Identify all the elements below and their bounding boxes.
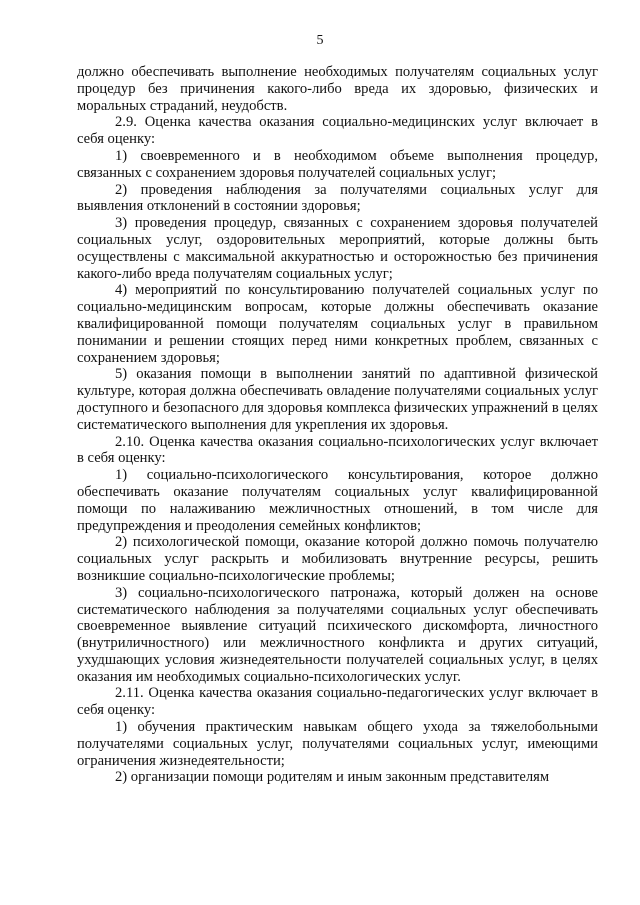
document-body bbox=[77, 64, 598, 786]
section-2-9-item-3: 3) проведения процедур, связанных с сохранением здоровья получателей социальных услуг, оздоровительных мероприятий, которые должны быть осуществлены с максимальной аккуратностью и осторожностью без причинения какого-либо вреда получателям социальных услуг; bbox=[77, 215, 598, 282]
section-2-10-item-1: 1) социально-психологического консультирования, которое должно обеспечивать оказание получателям социальных услуг квалифицированной помощи по налаживанию межличностных отношений, в том числе для предупреждения и преодоления семейных конфликтов; bbox=[77, 467, 598, 534]
page-number: 5 bbox=[316, 33, 324, 48]
section-2-11-heading: 2.11. Оценка качества оказания социально-педагогических услуг включает в себя оценку: bbox=[77, 685, 598, 719]
paragraph-continuation: должно обеспечивать выполнение необходимых получателям социальных услуг процедур без причинения какого-либо вреда их здоровью, физических и моральных страданий, неудобств. bbox=[77, 64, 598, 114]
section-2-10-item-3: 3) социально-психологического патронажа, который должен на основе систематического наблюдения за получателями социальных услуг обеспечивать своевременное выявление ситуаций психического дискомфорта, личностного (внутриличностного) или межличностного конфликта и других ситуаций, ухудшающих условия жизнедеятельности получателей социальных услуг, в целях оказания им необходимых социально-психологических услуг. bbox=[77, 584, 598, 685]
section-2-10-item-2: 2) психологической помощи, оказание которой должно помочь получателю социальных услуг раскрыть и мобилизовать внутренние ресурсы, решить возникшие социально-психологические проблемы; bbox=[77, 534, 598, 584]
section-2-11-item-2: 2) организации помощи родителям и иным законным представителям bbox=[115, 769, 550, 786]
section-2-11-item-1: 1) обучения практическим навыкам общего ухода за тяжелобольными получателями социальных услуг, получателями социальных услуг, имеющими ограничения жизнедеятельности; bbox=[77, 719, 598, 769]
section-2-9-item-4: 4) мероприятий по консультированию получателей социальных услуг по социально-медицинским вопросам, которые должны обеспечивать оказание квалифицированной помощи получателям социальных услуг в правильном понимании и решении стоящих перед ними конкретных проблем, связанных с сохранением здоровья; bbox=[77, 282, 598, 366]
section-2-9-heading: 2.9. Оценка качества оказания социально-медицинских услуг включает в себя оценку: bbox=[77, 114, 598, 148]
section-2-9-item-1: 1) своевременного и в необходимом объеме выполнения процедур, связанных с сохранением здоровья получателей социальных услуг; bbox=[77, 147, 598, 181]
section-2-10-heading: 2.10. Оценка качества оказания социально-психологических услуг включает в себя оценку: bbox=[77, 433, 598, 467]
section-2-9-item-2: 2) проведения наблюдения за получателями социальных услуг для выявления отклонений в состоянии здоровья; bbox=[77, 181, 598, 215]
section-2-9-item-5: 5) оказания помощи в выполнении занятий по адаптивной физической культуре, которая должна обеспечивать овладение получателями социальных услуг доступного и безопасного для здоровья комплекса физических упражнений в целях систематического выполнения для укрепления их здоровья. bbox=[77, 366, 598, 433]
